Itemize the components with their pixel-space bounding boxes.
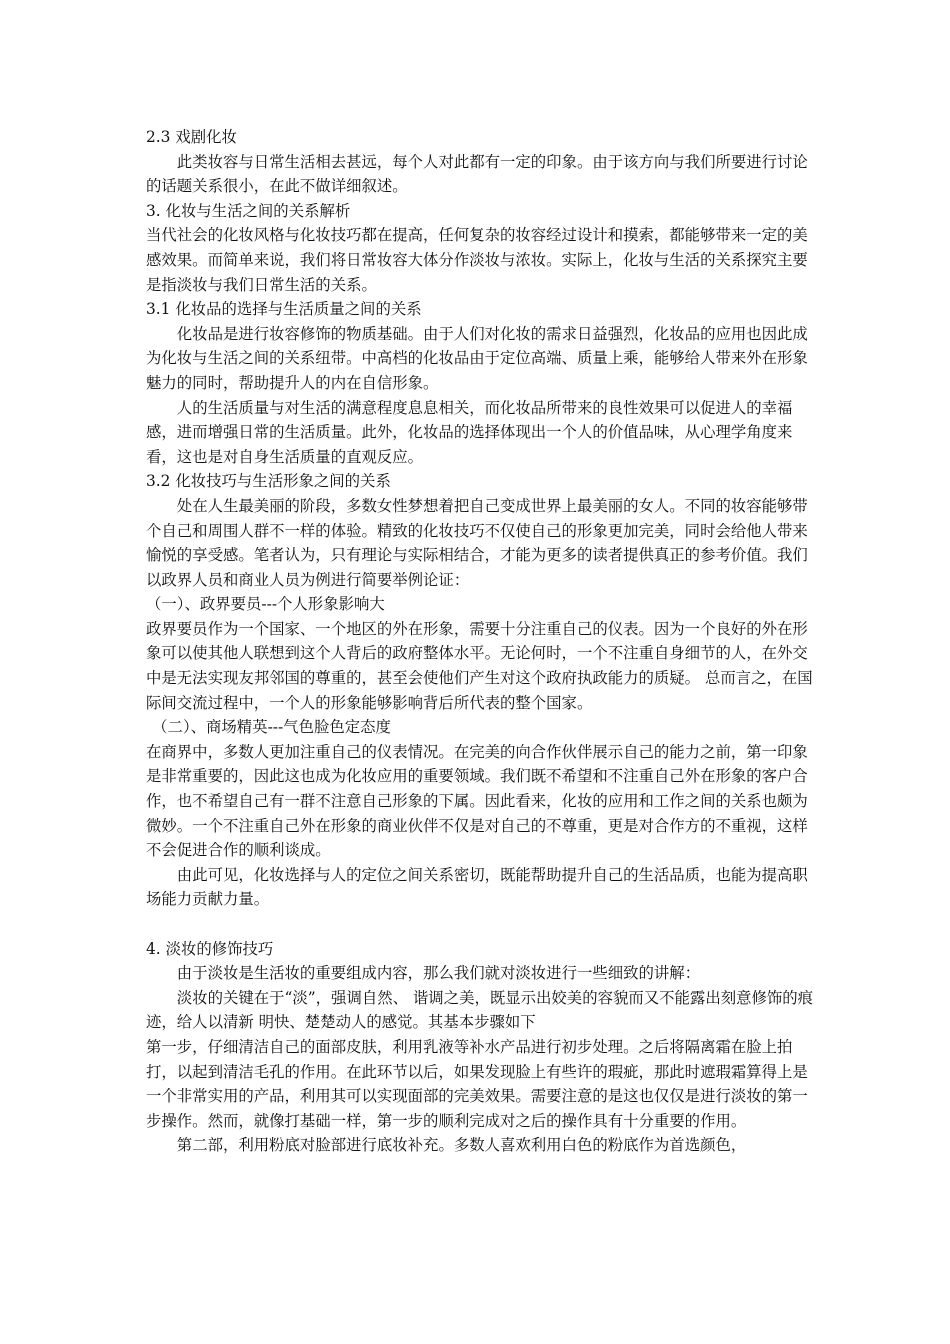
paragraph-step-2: 第二部，利用粉底对脸部进行底妆补充。多数人喜欢利用白色的粉底作为首选颜色，: [176, 1136, 747, 1155]
paragraph-3: 当代社会的化妆风格与化妆技巧都在提高，任何复杂的妆容经过设计和摸索，都能够带来一定的美感效果。而简单来说，我们将日常妆容大体分作淡妆与浓妆。实际上，化妆与生活的关系探究主要是指淡妆与我们日常生活的关系。: [146, 226, 808, 294]
paragraph-political: 政界要员作为一个国家、一个地区的外在形象，需要十分注重自己的仪表。因为一个良好的外在形象可以使其他人联想到这个人背后的政府整体水平。无论何时，一个不注重自身细节的人，在外交中是无法实现友邦邻国的尊重的，甚至会使他们产生对这个政府执政能力的质疑。 总而言之，在国际间交流过程中，一个人的形象能够影响背后所代表的整个国家。: [146, 619, 813, 712]
document-page: [146, 125, 818, 1158]
paragraph-2-3: 此类妆容与日常生活相去甚远，每个人对此都有一定的印象。由于该方向与我们所要进行讨论的话题关系很小，在此不做详细叙述。: [146, 152, 808, 196]
paragraph-conclusion: 由此可见，化妆选择与人的定位之间关系密切，既能帮助提升自己的生活品质，也能为提高职场能力贡献力量。: [146, 865, 808, 909]
paragraph-step-1: 第一步，仔细清洁自己的面部皮肤，利用乳液等补水产品进行初步处理。之后将隔离霜在脸上拍打，以起到清洁毛孔的作用。在此环节以后，如果发现脸上有些许的瑕疵，那此时遮瑕霜算得上是一个非常实用的产品，利用其可以实现面部的完美效果。需要注意的是这也仅仅是进行淡妆的第一步操作。然而，就像打基础一样，第一步的顺利完成对之后的操作具有十分重要的作用。: [146, 1037, 808, 1130]
subheading-political: （一）、政界要员---个人形象影响大: [146, 595, 385, 614]
heading-3-1: 3.1 化妆品的选择与生活质量之间的关系: [146, 300, 422, 319]
paragraph-business: 在商界中，多数人更加注重自己的仪表情况。在完美的向合作伙伴展示自己的能力之前，第一印象是非常重要的，因此这也成为化妆应用的重要领域。我们既不希望和不注重自己外在形象的客户合作，也不希望自己有一群不注意自己形象的下属。因此看来，化妆的应用和工作之间的关系也颇为微妙。一个不注重自己外在形象的商业伙伴不仅是对自己的不尊重，更是对合作方的不重视，这样不会促进合作的顺利谈成。: [146, 742, 808, 860]
paragraph-3-2: 处在人生最美丽的阶段，多数女性梦想着把自己变成世界上最美丽的女人。不同的妆容能够带个自己和周围人群不一样的体验。精致的化妆技巧不仅使自己的形象更加完美，同时会给他人带来愉悦的享受感。笔者认为，只有理论与实际相结合，才能为更多的读者提供真正的参考价值。我们以政界人员和商业人员为例进行简要举例论证：: [146, 496, 808, 589]
blank-line: [146, 912, 818, 937]
paragraph-3-1-a: 化妆品是进行妆容修饰的物质基础。由于人们对化妆的需求日益强烈，化妆品的应用也因此成为化妆与生活之间的关系纽带。中高档的化妆品由于定位高端、质量上乘，能够给人带来外在形象魅力的同时，帮助提升人的内在自信形象。: [146, 324, 808, 392]
heading-3: 3. 化妆与生活之间的关系解析: [146, 201, 351, 220]
subheading-business: （二）、商场精英---气色脸色定态度: [152, 718, 391, 737]
heading-3-2: 3.2 化妆技巧与生活形象之间的关系: [146, 472, 391, 491]
paragraph-4-key: 淡妆的关键在于“淡”，强调自然、 谐调之美，既显示出姣美的容貌而又不能露出刻意修饰的痕迹，给人以清新 明快、楚楚动人的感觉。其基本步骤如下: [146, 988, 814, 1032]
heading-2-3: 2.3 戏剧化妆: [146, 128, 237, 146]
paragraph-3-1-b: 人的生活质量与对生活的满意程度息息相关，而化妆品所带来的良性效果可以促进人的幸福感，进而增强日常的生活质量。此外，化妆品的选择体现出一个人的价值品味，从心理学角度来看，这也是对自身生活质量的直观反应。: [146, 398, 793, 466]
paragraph-4-intro: 由于淡妆是生活妆的重要组成内容，那么我们就对淡妆进行一些细致的讲解：: [176, 964, 701, 983]
heading-4: 4. 淡妆的修饰技巧: [146, 939, 274, 958]
